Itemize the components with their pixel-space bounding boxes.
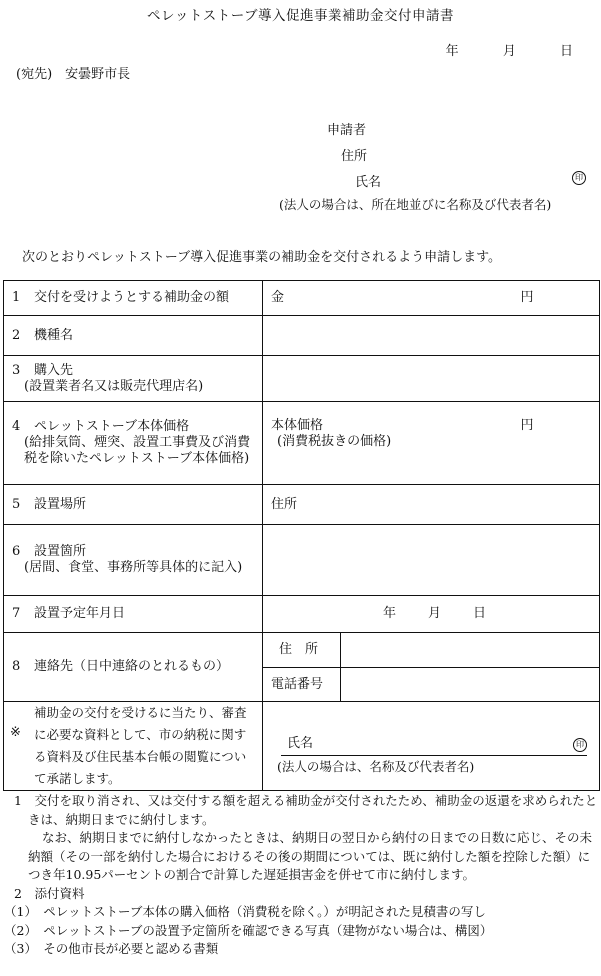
- row-label: 2 機種名: [4, 316, 263, 356]
- table-row: [4, 702, 600, 791]
- row-label: 7 設置予定年月日: [4, 596, 263, 633]
- consent-cell: [4, 702, 263, 791]
- consent-mark: ※: [10, 725, 21, 740]
- note-2: 2 添付資料: [14, 885, 85, 901]
- document-title: ペレットストーブ導入促進事業補助金交付申請書: [146, 8, 455, 24]
- application-table: [3, 280, 600, 791]
- application-date: [446, 40, 573, 59]
- row-label: 3 購入先 (設置業者名又は販売代理店名): [4, 356, 263, 402]
- contact-phone-label: 電話番号: [263, 668, 341, 702]
- table-row: [4, 633, 600, 668]
- attachment-3: （3） その他市長が必要と認める書類: [4, 941, 219, 956]
- applicant-note: (法人の場合は、所在地並びに名称及び代表者名): [279, 197, 552, 212]
- contact-phone-field[interactable]: [341, 668, 600, 702]
- seal-mark: 印: [572, 171, 586, 185]
- row-label: 5 設置場所: [4, 485, 263, 525]
- table-row: [4, 316, 600, 356]
- consent-signature[interactable]: [263, 702, 600, 791]
- note-1b: なお、納期日までに納付しなかったときは、納期日の翌日から納付の日までの日数に応じ、その未納額（その一部を納付した場合におけるその後の期間については、既に納付した額を控除した額）につき年10.95パーセントの割合で計算した遅延損害金を併せて市に納付します。: [28, 830, 593, 882]
- notes: [4, 792, 600, 959]
- table-row: [4, 485, 600, 525]
- consent-note: (法人の場合は、名称及び代表者名): [277, 758, 475, 774]
- applicant-name-label: 氏名: [355, 175, 382, 190]
- note-1: 1 交付を取り消され、又は交付する額を超える補助金が交付されたため、補助金の返還を求められたときは、納期日までに納付します。: [14, 793, 598, 827]
- install-location-field[interactable]: 住所: [263, 485, 600, 525]
- vendor-field[interactable]: [263, 356, 600, 402]
- intro-text: 次のとおりペレットストーブ導入促進事業の補助金を交付されるよう申請します。: [22, 250, 502, 265]
- install-spot-field[interactable]: [263, 525, 600, 596]
- install-date-field[interactable]: 年 月 日: [263, 596, 600, 633]
- applicant-label: 申請者: [327, 123, 367, 138]
- consent-name-label: 氏名: [287, 735, 314, 751]
- attachment-2: （2） ペレットストーブの設置予定箇所を確認できる写真（建物がない場合は、構図）: [4, 922, 493, 938]
- row-label: 8 連絡先（日中連絡のとれるもの）: [4, 633, 263, 702]
- consent-seal-mark: 印: [573, 738, 587, 752]
- stove-price-field[interactable]: 本体価格 円 (消費税抜きの価格): [263, 402, 600, 485]
- row-label: 1 交付を受けようとする補助金の額: [4, 281, 263, 316]
- consent-text: 補助金の交付を受けるに当たり、審査に必要な資料として、市の納税に関する資料及び住民基本台帳の閲覧について承諾します。: [34, 705, 247, 786]
- table-row: [4, 356, 600, 402]
- attachment-1: （1） ペレットストーブ本体の購入価格（消費税を除く。）が明記された見積書の写し: [4, 904, 486, 919]
- table-row: [4, 402, 600, 485]
- date-month: 月: [502, 44, 516, 59]
- subsidy-amount-field[interactable]: 金 円: [263, 281, 600, 316]
- date-year: 年: [445, 44, 459, 59]
- table-row: [4, 525, 600, 596]
- table-row: [4, 596, 600, 633]
- contact-address-field[interactable]: [341, 633, 600, 668]
- addressee: (宛先) 安曇野市長: [16, 67, 131, 82]
- row-label: 4 ペレットストーブ本体価格 (給排気筒、煙突、設置工事費及び消費税を除いたペレットストーブ本体価格): [4, 402, 263, 485]
- applicant-address-label: 住所: [341, 149, 368, 164]
- table-row: [4, 281, 600, 316]
- row-label: 6 設置箇所 (居間、食堂、事務所等具体的に記入): [4, 525, 263, 596]
- contact-address-label: 住 所: [263, 633, 341, 668]
- model-name-field[interactable]: [263, 316, 600, 356]
- date-day: 日: [559, 44, 573, 59]
